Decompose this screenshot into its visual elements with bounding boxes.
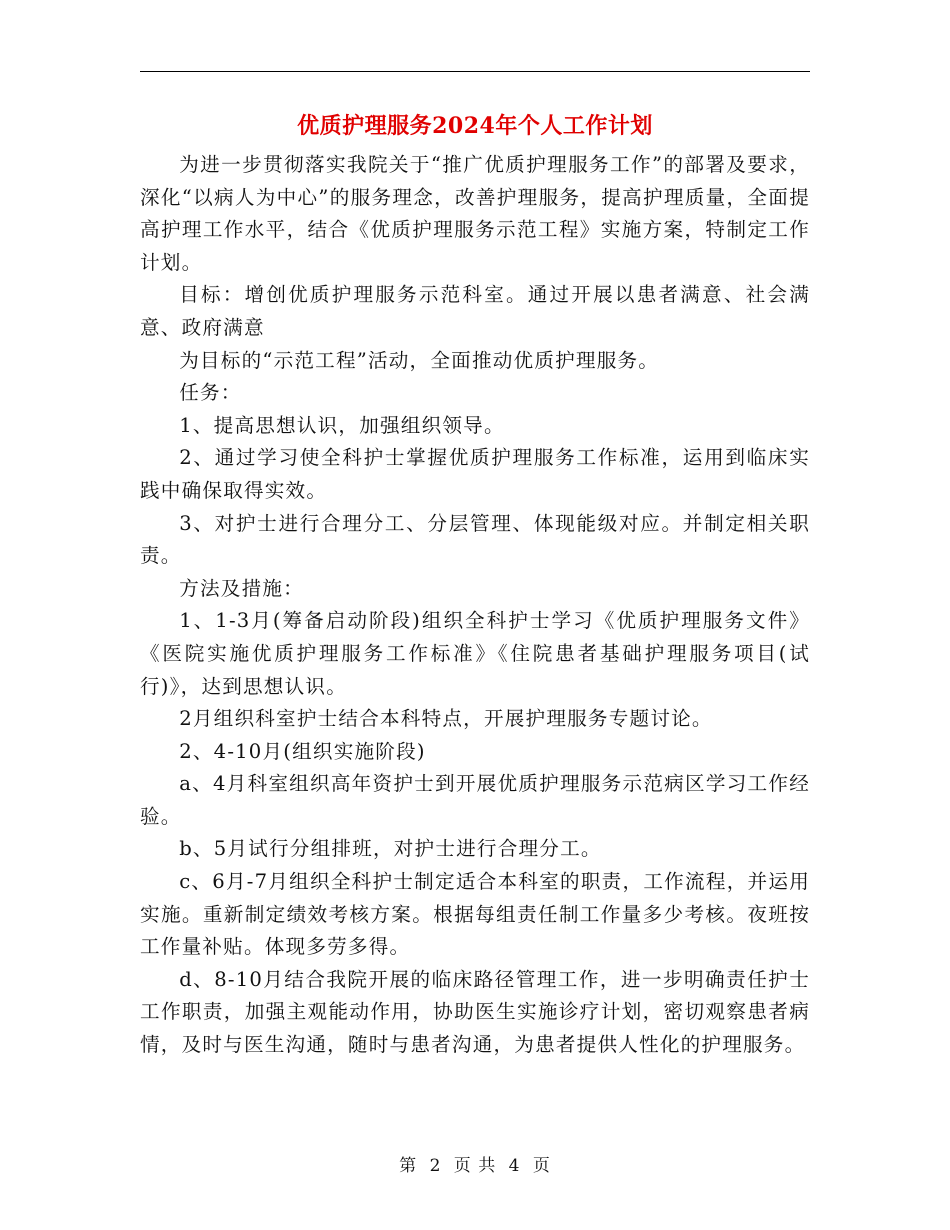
task-item-2: 2、通过学习使全科护士掌握优质护理服务工作标准，运用到临床实践中确保取得实效。 [140,446,810,502]
footer-prefix: 第 [399,1156,418,1176]
method-subitem-a: a、4月科室组织高年资护士到开展优质护理服务示范病区学习工作经验。 [140,772,810,828]
paragraph-goal: 目标：增创优质护理服务示范科室。通过开展以患者满意、社会满意、政府满意 [140,283,810,339]
task-item-1: 1、提高思想认识，加强组织领导。 [179,413,505,437]
task-item-3: 3、对护士进行合理分工、分层管理、体现能级对应。并制定相关职责。 [140,511,810,568]
footer-current-page: 2 [429,1156,442,1176]
header-rule [140,71,810,72]
method-item-2: 2、4-10月(组织实施阶段) [179,739,426,763]
method-subitem-d: d、8-10月结合我院开展的临床路径管理工作，进一步明确责任护士工作职责，加强主观能动作用，协助医生实施诊疗计划，密切观察患者病情，及时与医生沟通，随时与患者沟通，为患者提供人性化的护理服务。 [140,967,810,1057]
method-item-1-note: 2月组织科室护士结合本科特点，开展护理服务专题讨论。 [179,707,713,731]
paragraph-goal-continued: 为目标的“示范工程”活动，全面推动优质护理服务。 [179,348,660,372]
paragraph-intro: 为进一步贯彻落实我院关于“推广优质护理服务工作”的部署及要求，深化“以病人为中心”的服务理念，改善护理服务，提高护理质量，全面提高护理工作水平，结合《优质护理服务示范工程》实施方案，特制定工作计划。 [140,153,810,274]
document-body [140,149,810,1062]
heading-methods: 方法及措施： [179,576,304,600]
footer-total-pages: 4 [508,1156,521,1176]
heading-tasks: 任务： [179,381,242,405]
footer-suffix: 页 [532,1156,551,1176]
page-footer [0,1154,950,1178]
method-subitem-b: b、5月试行分组排班，对护士进行合理分工。 [179,837,602,861]
method-subitem-c: c、6月-7月组织全科护士制定适合本科室的职责，工作流程，并运用实施。重新制定绩效考核方案。根据每组责任制工作量多少考核。夜班按工作量补贴。体现多劳多得。 [140,870,810,959]
method-item-1: 1、1-3月(筹备启动阶段)组织全科护士学习《优质护理服务文件》《医院实施优质护理服务工作标准》《住院患者基础护理服务项目(试行)》，达到思想认识。 [140,609,810,698]
document-title: 优质护理服务2024年个人工作计划 [297,113,653,139]
footer-middle: 页 共 [453,1156,497,1176]
